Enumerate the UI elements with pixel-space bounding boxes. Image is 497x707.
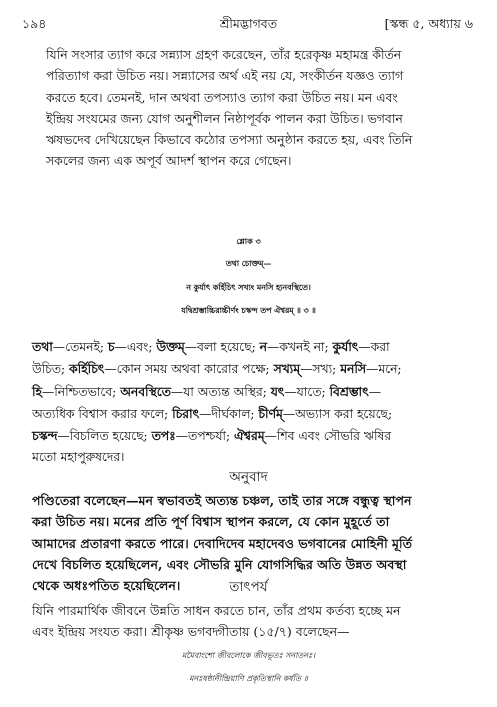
synonym-term: উক্তম্ — [156, 339, 185, 354]
book-title: শ্রীমদ্ভাগবত — [219, 16, 278, 31]
synonym-meaning: —কোন সময় অথবা কারোর পক্ষে; — [104, 362, 274, 377]
synonym-term: সখ্যম্ — [273, 361, 301, 377]
text-line: আমাদের প্রতারণা করতে পারে। দেবাদিদেব মহাদেবও ভগবানের মোহিনী মূর্তি — [32, 535, 413, 551]
verse-line: ন কুর্যাৎ কর্হিচিৎ সখ্যং মনসি হ্যনবস্থিতে। — [186, 283, 311, 292]
synonym-term: মনসি — [340, 361, 367, 377]
gita-quote-line: মনঃষষ্ঠানীন্দ্রিয়াণি প্রকৃতিস্থানি কর্ষতি ॥ — [189, 674, 308, 683]
synonym-meaning: —বিচলিত হয়েছে; — [57, 429, 152, 444]
text-line: যিনি পারমার্থিক জীবনে উন্নতি সাধন করতে চান, তাঁর প্রথম কর্তব্য হচ্ছে মন — [32, 603, 401, 618]
synonym-term: ঐশ্বরম্ — [234, 428, 265, 444]
synonym-meaning: —অভ্যাস করা হয়েছে; — [282, 406, 393, 421]
purport-paragraph — [32, 600, 472, 643]
synonym-meaning: মতো মহাপুরুষদের। — [32, 450, 125, 465]
text-line: ঋষভদেব দেখিয়েছেন কিভাবে কঠোর তপস্যা অনুষ্ঠান করতে হয়, এবং তিনি — [46, 132, 413, 148]
synonym-term: ন — [259, 339, 267, 354]
synonym-term: তথা — [32, 339, 53, 354]
text-line: যিনি সংসার ত্যাগ করে সন্ন্যাস গ্রহণ করেছেন, তাঁর হরেকৃষ্ণ মহামন্ত্র কীর্তন — [46, 47, 402, 62]
synonym-meaning: —নিশ্চিতভাবে; — [41, 384, 121, 399]
synonyms-line — [32, 336, 472, 358]
synonym-meaning: উচিত; — [32, 362, 70, 377]
synonym-term: চীর্ণম্ — [258, 405, 283, 421]
text-line: করা উচিত নয়। মনের প্রতি পূর্ণ বিশ্বাস স্থাপন করলে, যে কোন মুহূর্তে তা — [32, 514, 390, 530]
text-line: পরিত্যাগ করা উচিত নয়। সন্ন্যাসের অর্থ এই নয় যে, সংকীর্তন যজ্ঞও ত্যাগ — [46, 68, 404, 84]
synonym-meaning: — — [368, 384, 381, 399]
synonyms-paragraph — [32, 336, 472, 469]
verse-line: তথা চোক্তম্— — [225, 259, 272, 268]
text-line: সকলের জন্য এক অপূর্ব আদর্শ স্থাপন করে গেছেন। — [46, 153, 292, 169]
synonym-term: বিশ্রম্ভাৎ — [329, 383, 369, 399]
synonym-meaning: অত্যধিক বিশ্বাস করার ফলে; — [32, 406, 173, 421]
text-line: থেকে অধঃপতিত হয়েছিলেন। — [32, 578, 181, 594]
synonym-term: কর্হিচিৎ — [69, 361, 105, 377]
synonym-term: যৎ — [270, 383, 285, 399]
synonym-meaning: —তেমনই; — [52, 340, 108, 354]
synonym-meaning: —সখ্য; — [300, 362, 341, 377]
synonym-term: তপঃ — [151, 428, 176, 444]
gita-quote-line: মমৈবাংশো জীবলোকে জীবভূতঃ সনাতনঃ। — [181, 651, 316, 660]
chapter-reference: [স্কন্ধ ৫, অধ্যায় ৬ — [384, 16, 473, 31]
sloka-heading: শ্লোক ৩ — [236, 236, 261, 246]
synonym-term: চস্কন্দ — [32, 428, 58, 444]
verse-line: যদ্বিশ্রম্ভাচ্চিরাচ্চীর্ণং চস্কন্দ তপ ঐশ্বরম্ ॥ ৩ ॥ — [181, 306, 316, 315]
synonym-meaning: —বলা হয়েছে; — [184, 340, 260, 354]
synonyms-line — [32, 358, 472, 380]
text-line: পণ্ডিতেরা বলেছেন—মন স্বভাবতই অত্যন্ত চঞ্চল, তাই তার সঙ্গে বন্ধুত্ব স্থাপন — [32, 493, 412, 508]
text-line: এবং ইন্দ্রিয় সংযত করা। শ্রীকৃষ্ণ ভগবদ্গীতায় (১৫/৭) বলেছেন— — [32, 624, 350, 640]
synonym-meaning: —কখনই না; — [266, 340, 333, 354]
synonyms-line — [32, 403, 472, 425]
text-line: করতে হবে। তেমনই, দান অথবা তপস্যাও ত্যাগ করা উচিত নয়। মন এবং — [46, 89, 398, 105]
synonym-term: অনবস্থিতে — [120, 383, 171, 399]
page-number: ১৯৪ — [22, 16, 47, 31]
synonyms-line — [32, 425, 472, 447]
synonym-meaning: —দীর্ঘকাল; — [199, 406, 259, 421]
text-line: দেখে বিচলিত হয়েছিলেন, এবং সৌভরি মুনি যোগসিদ্ধির অতি উন্নত অবস্থা — [32, 556, 407, 572]
synonym-meaning: —এবং; — [114, 340, 157, 354]
synonym-meaning: —যাতে; — [284, 384, 330, 399]
synonym-meaning: —তপশ্চর্যা; — [175, 429, 235, 444]
translation-heading: অনুবাদ — [229, 469, 268, 485]
synonyms-line — [32, 381, 472, 403]
intro-paragraph — [46, 44, 472, 172]
synonym-term: কুর্যাৎ — [332, 339, 359, 354]
synonym-meaning: —মনে; — [366, 362, 402, 377]
text-line: ইন্দ্রিয় সংযমের জন্য যোগ অনুশীলন নিষ্ঠাপূর্বক পালন করা উচিত। ভগবান — [46, 110, 403, 126]
synonym-meaning: —করা — [358, 340, 390, 354]
purport-heading: তাৎপর্য — [229, 579, 268, 595]
synonym-meaning: —শিব এবং সৌভরি ঋষির — [264, 429, 392, 444]
synonym-meaning: —যা অত্যন্ত অস্থির; — [170, 384, 271, 399]
synonym-term: চ — [107, 339, 115, 354]
synonym-term: চিরাৎ — [172, 405, 200, 421]
synonym-term: হি — [32, 383, 42, 399]
